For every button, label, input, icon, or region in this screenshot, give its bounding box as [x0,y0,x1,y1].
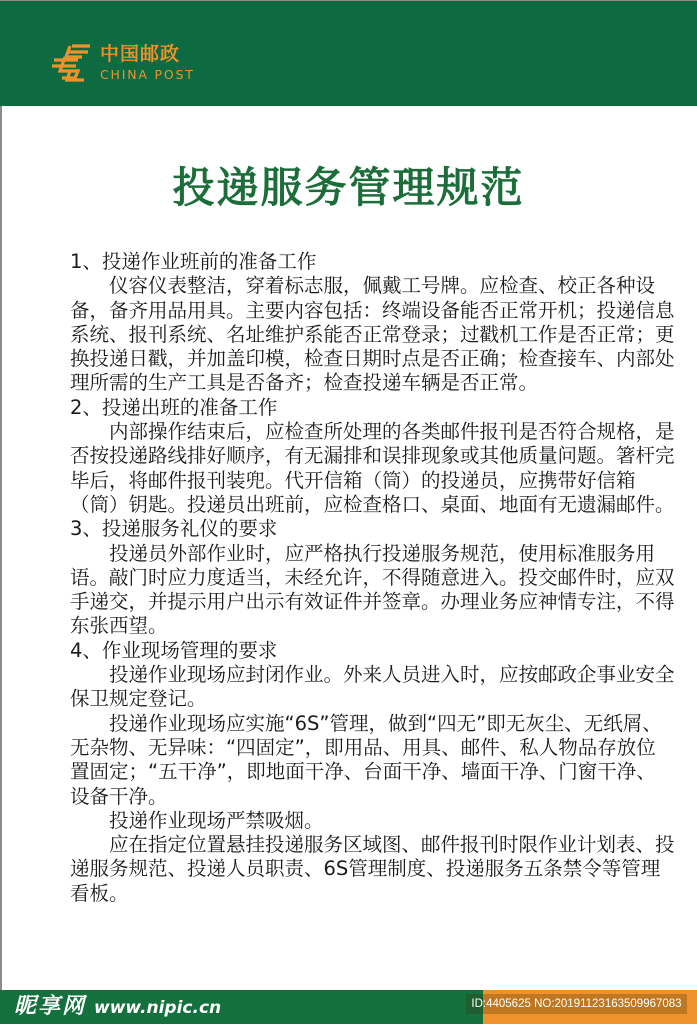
regulation-body [70,250,675,906]
section-heading: 3、投递服务礼仪的要求 [70,517,278,541]
section-heading: 1、投递作业班前的准备工作 [70,250,317,273]
section-paragraph: 仪容仪表整洁，穿着标志服，佩戴工号牌。应检查、校正各种设备，备齐用品用具。主要内容包括：终端设备能否正常开机；投递信息系统、报刊系统、名址维护系能否正常登录；过戳机工作是否正常；更换投递日戳，并加盖印模，检查日期时点是否正确；检查接车、内部处理所需的生产工具是否备齐；检查投递车辆是否正常。 [70,274,675,395]
section-paragraph: 投递作业现场应封闭作业。外来人员进入时，应按邮政企事业安全保卫规定登记。 [70,663,675,711]
section-paragraph: 投递作业现场应实施“6S”管理，做到“四无”即无灰尘、无纸屑、无杂物、无异味：“四固定”，即用品、用具、邮件、私人物品存放位置固定；“五干净”，即地面干净、台面干净、墙面干净、门窗干净、设备干净。 [70,711,662,808]
footer-bar [0,990,697,1024]
image-id-label: ID:4405625 NO:20191123163509967083 [466,994,687,1014]
logo-chinese-name: 中国邮政 [100,42,181,65]
header-banner [0,1,697,106]
section-paragraph: 投递员外部作业时，应严格执行投递服务规范，使用标准服务用语。敲门时应力度适当，未经允许，不得随意进入。投交邮件时，应双手递交，并提示用户出示有效证件并签章。办理业务应神情专注，不得东张西望。 [70,541,675,638]
page-title: 投递服务管理规范 [172,163,525,212]
left-border [0,0,2,990]
watermark-brand [14,993,221,1022]
section-paragraph: 投递作业现场严禁吸烟。 [109,808,324,832]
watermark-url: www.nipic.cn [94,998,222,1018]
china-post-logo [48,41,195,83]
section-heading: 4、作业现场管理的要求 [70,638,278,662]
section-heading: 2、投递出班的准备工作 [70,395,278,419]
section-paragraph: 应在指定位置悬挂投递服务区域图、邮件报刊时限作业计划表、投递服务规范、投递人员职责、6S管理制度、投递服务五条禁令等管理看板。 [70,833,675,905]
logo-english-name: CHINA POST [100,66,195,82]
watermark-brand-name: 昵享网 [14,994,87,1019]
china-post-logo-icon [48,41,92,83]
section-paragraph: 内部操作结束后，应检查所处理的各类邮件报刊是否符合规格，是否按投递路线排好顺序，有无漏排和误排现象或其他质量问题。箸杆完毕后，将邮件报刊装兜。代开信箱（筒）的投递员，应携带好信箱（筒）钥匙。投递员出班前，应检查格口、桌面、地面有无遗漏邮件。 [70,420,675,516]
